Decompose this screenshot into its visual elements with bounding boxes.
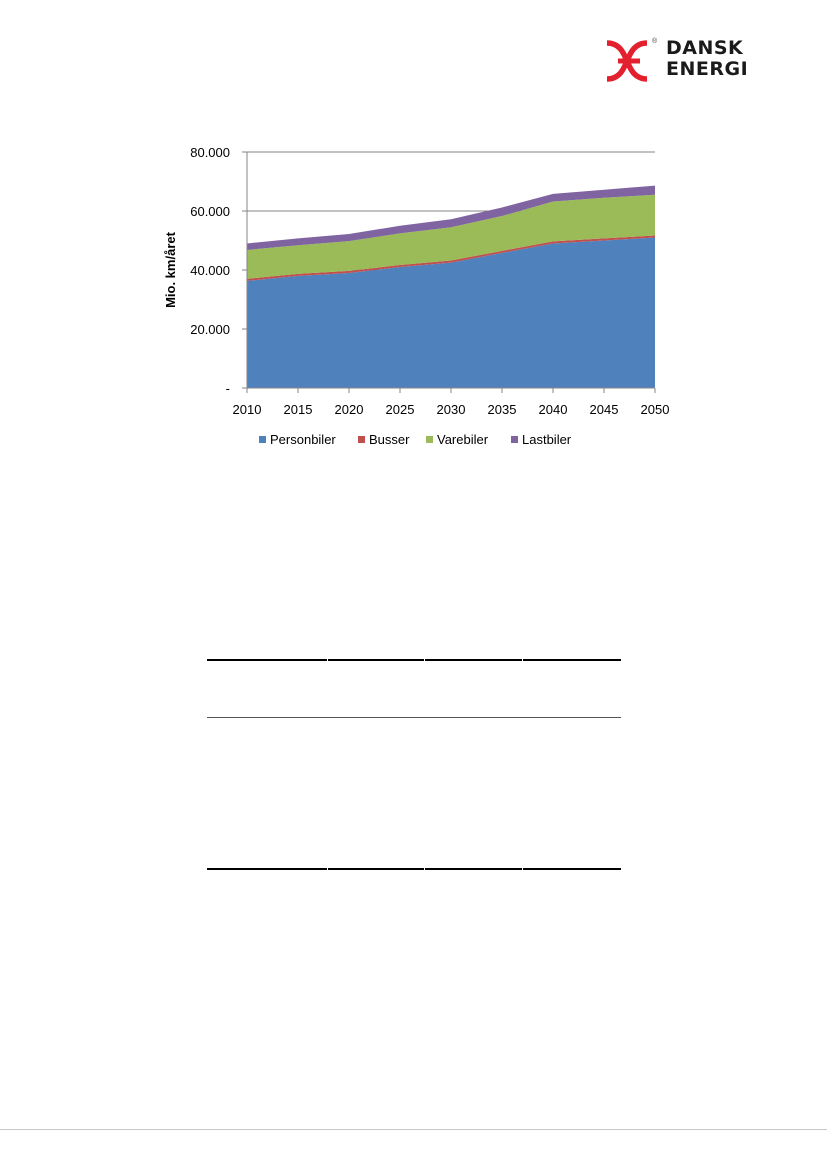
- table-rules: [207, 656, 621, 876]
- legend-swatch-lastbiler: [511, 436, 518, 443]
- x-tick-label-6: 2040: [538, 402, 568, 417]
- legend: [259, 432, 572, 447]
- y-tick-label-0: -: [225, 381, 230, 396]
- legend-item-lastbiler: [511, 432, 572, 447]
- x-tick-label-4: 2030: [436, 402, 466, 417]
- y-tick-label-4: 80.000: [190, 145, 230, 160]
- legend-swatch-varebiler: [426, 436, 433, 443]
- table-bottom-rule: [207, 868, 621, 870]
- legend-item-busser: [358, 432, 410, 447]
- x-tick-label-0: 2010: [232, 402, 262, 417]
- legend-swatch-busser: [358, 436, 365, 443]
- legend-label-lastbiler: Lastbiler: [522, 432, 572, 447]
- x-tick-label-3: 2025: [385, 402, 415, 417]
- x-tick-label-5: 2035: [487, 402, 517, 417]
- y-tick-labels: [190, 145, 230, 396]
- y-axis-label: Mio. km/året: [163, 232, 178, 308]
- x-tick-label-7: 2045: [589, 402, 619, 417]
- legend-label-personbiler: Personbiler: [270, 432, 336, 447]
- table-top-rule: [207, 659, 621, 661]
- y-tick-label-3: 60.000: [190, 204, 230, 219]
- logo-registered-mark: ®: [652, 38, 658, 45]
- logo-line-2: ENERGI: [666, 58, 749, 80]
- legend-swatch-personbiler: [259, 436, 266, 443]
- x-tick-label-1: 2015: [283, 402, 313, 417]
- x-tick-label-8: 2050: [640, 402, 670, 417]
- area-series: [247, 186, 655, 388]
- legend-item-personbiler: [259, 432, 336, 447]
- legend-label-varebiler: Varebiler: [437, 432, 489, 447]
- y-tick-label-2: 40.000: [190, 263, 230, 278]
- x-tick-label-2: 2020: [334, 402, 364, 417]
- legend-label-busser: Busser: [369, 432, 410, 447]
- logo-line-1: DANSK: [666, 37, 744, 59]
- footer-rule: [0, 1129, 827, 1130]
- legend-item-varebiler: [426, 432, 489, 447]
- y-tick-label-1: 20.000: [190, 322, 230, 337]
- x-tick-labels: [233, 402, 670, 417]
- stacked-area-chart: [0, 0, 827, 470]
- table-header-rule: [207, 717, 621, 718]
